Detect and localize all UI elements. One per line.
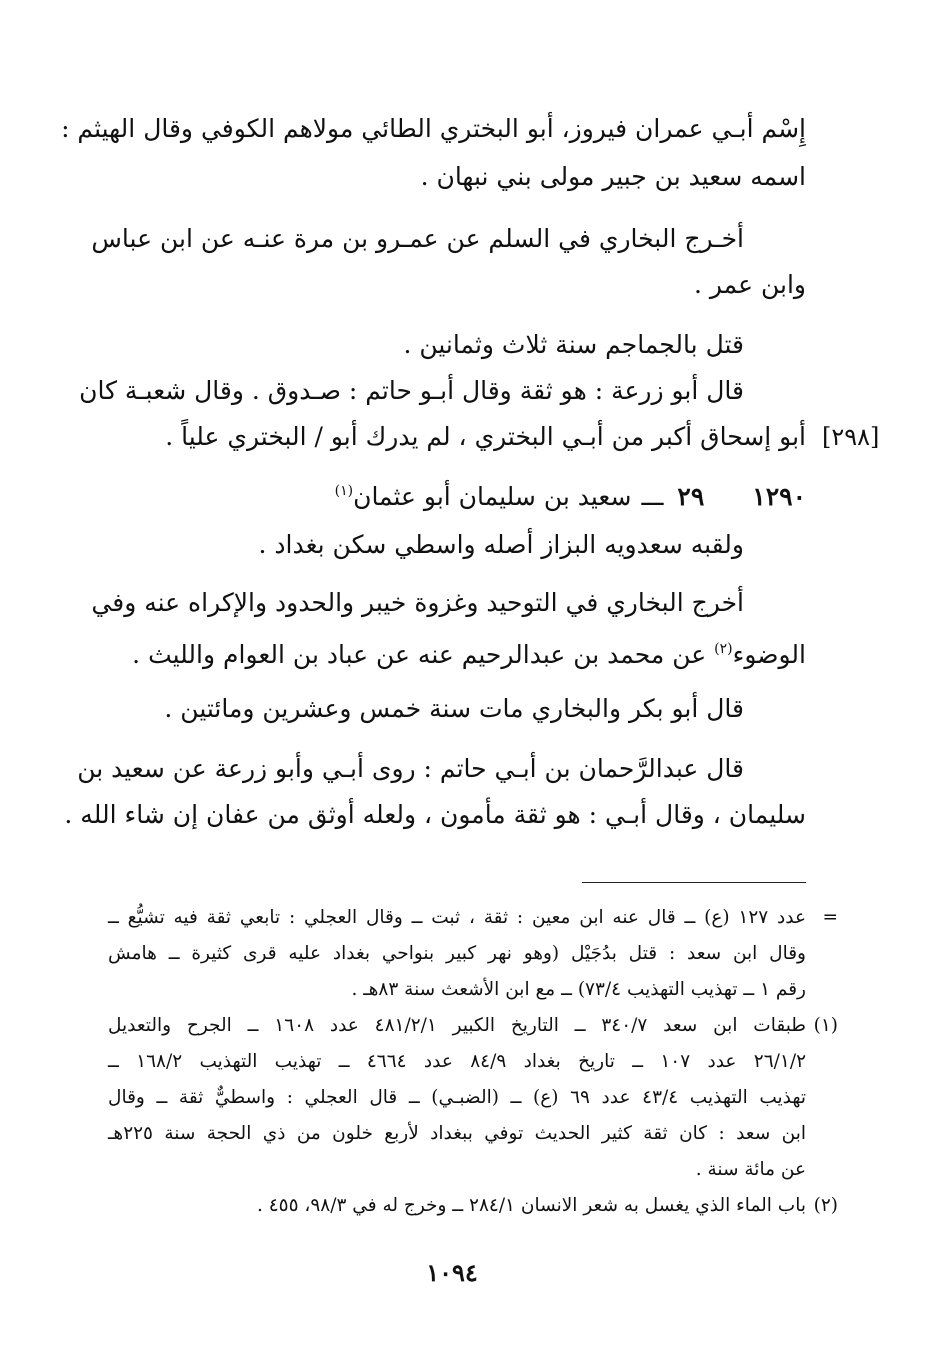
footnote-line: باب الماء الذي يغسل به شعر الانسان ٢٨٤/١ ــ وخرج له في ٩٨/٣، ٤٥٥ . xyxy=(256,1195,806,1216)
footnote-line: تهذيب التهذيب ٤٣/٤ عدد ٦٩ (ع) ــ (الضبـي) ــ قال العجلي : واسطيٌّ ثقة ــ وقال xyxy=(108,1087,807,1108)
text-line: وابن عمر . xyxy=(693,270,806,299)
text-line: قتل بالجماجم سنة ثلاث وثمانين . xyxy=(403,330,744,359)
footnote-line: طبقات ابن سعد ٣٤٠/٧ ــ التاريخ الكبير ٤٨١/٢/١ عدد ١٦٠٨ ــ الجرح والتعديل xyxy=(108,1015,807,1036)
text-line-with-note xyxy=(132,632,806,672)
footnote-line: وقال ابن سعد : قتل بدُجَيْل (وهو نهر كبير بنواحي بغداد عليه قرى كثيرة ــ هامش xyxy=(108,943,806,964)
text-line: قال عبدالرَّحمان بن أبـي حاتم : روى أبـي وأبو زرعة عن سعيد بن xyxy=(77,754,744,783)
footnote-line: عن مائة سنة . xyxy=(695,1159,806,1180)
margin-reference: [٢٩٨] xyxy=(822,423,880,451)
entry-number: ١٢٩٠ xyxy=(752,482,806,511)
text-line: اسمه سعيد بن جبير مولى بني نبهان . xyxy=(420,162,806,191)
footnote-mark: (١) xyxy=(813,1015,838,1036)
text-line: أبو إسحاق أكبر من أبـي البختري ، لم يدرك أبو / البختري علياً . xyxy=(165,422,806,451)
text-line: أخـرج البخاري في السلم عن عمـرو بن مرة عنـه عن ابن عباس xyxy=(91,224,744,253)
entry-sequence: ٢٩ xyxy=(677,482,705,511)
footnote-ref: (٢) xyxy=(714,641,733,657)
page-number: ١٠٩٤ xyxy=(426,1258,478,1287)
footnote-line: ابن سعد : كان ثقة كثير الحديث توفي ببغداد لأربع خلون من ذي الحجة سنة ٢٢٥هـ xyxy=(108,1123,806,1144)
text-line: إِسْم أبـي عمران فيروز، أبو البختري الطائي مولاهم الكوفي وقال الهيثم : xyxy=(61,114,806,143)
text-segment: عن محمد بن عبدالرحيم عنه عن عباد بن العوام والليث . xyxy=(132,640,707,669)
text-line: قال أبو بكر والبخاري مات سنة خمس وعشرين ومائتين . xyxy=(164,694,744,723)
text-segment: الوضوء xyxy=(732,640,806,669)
text-line: قال أبو زرعة : هو ثقة وقال أبـو حاتم : صـدوق . وقال شعبـة كان xyxy=(79,376,744,405)
entry-name: سعيد بن سليمان أبو عثمان xyxy=(353,482,632,511)
footnote-line: ٢٦/١/٢ عدد ١٠٧ ــ تاريخ بغداد ٨٤/٩ عدد ٤٦٦٤ ــ تهذيب التهذيب ١٦٨/٢ ــ xyxy=(108,1051,807,1072)
text-line: ولقبه سعدويه البزاز أصله واسطي سكن بغداد . xyxy=(258,530,744,559)
footnote-ref: (١) xyxy=(334,483,354,499)
entry-dash: ـــ xyxy=(641,482,664,511)
footnote-separator xyxy=(582,882,806,883)
footnote-continuation-mark: = xyxy=(822,907,838,928)
footnote-line: عدد ١٢٧ (ع) ــ قال عنه ابن معين : ثقة ، ثبت ــ وقال العجلي : تابعي ثقة فيه تشيُّع ــ xyxy=(108,907,806,928)
text-line: سليمان ، وقال أبـي : هو ثقة مأمون ، ولعله أوثق من عفان إن شاء الله . xyxy=(64,800,806,829)
entry-header xyxy=(335,474,806,514)
footnote-mark: (٢) xyxy=(813,1195,838,1216)
footnote-line: رقم ١ ــ تهذيب التهذيب ٧٣/٤) ــ مع ابن الأشعث سنة ٨٣هـ . xyxy=(351,979,806,1000)
text-line: أخرج البخاري في التوحيد وغزوة خيبر والحدود والإكراه عنه وفي xyxy=(91,588,744,617)
